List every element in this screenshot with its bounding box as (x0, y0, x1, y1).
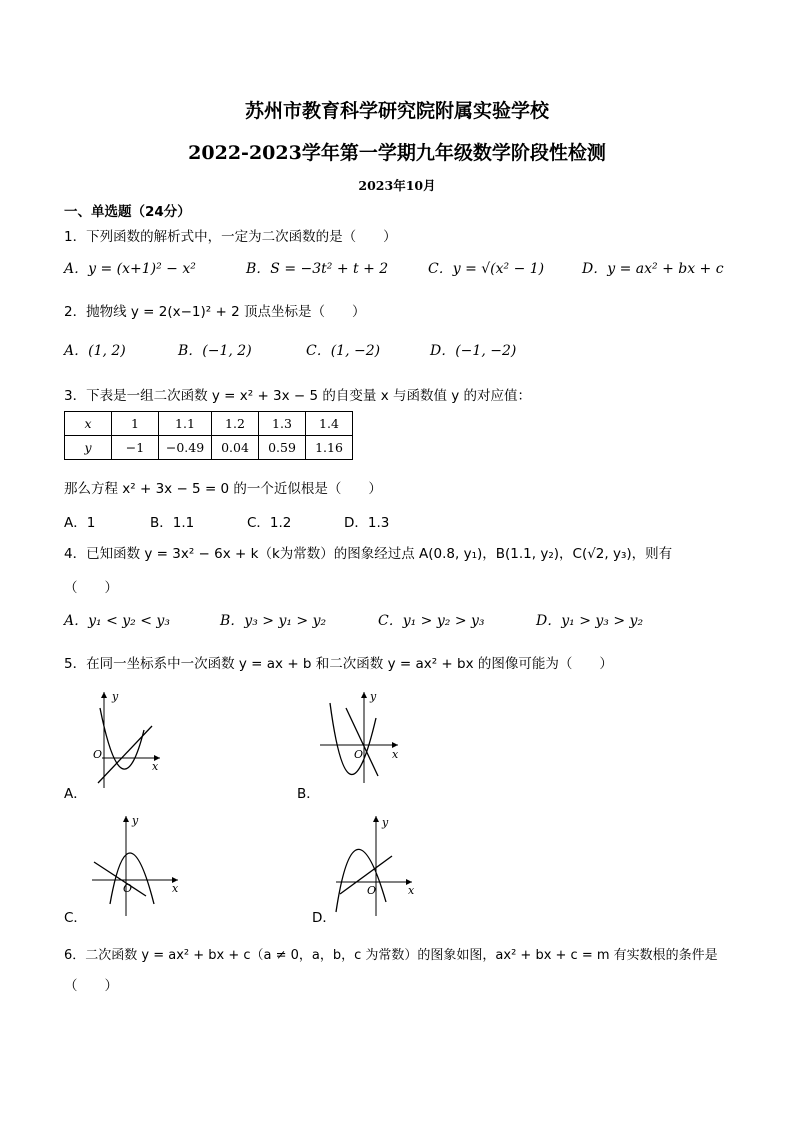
y-arrow (361, 692, 367, 698)
question-5-stem: 5．在同一坐标系中一次函数 y = ax + b 和二次函数 y = ax² + bx 的图像可能为（ ） (64, 656, 613, 672)
question-2-option-d: D．(−1, −2) (430, 343, 517, 359)
question-3-stem: 3．下表是一组二次函数 y = x² + 3x − 5 的自变量 x 与函数值 y 的对应值： (64, 388, 532, 404)
question-3-option-c: C．1.2 (247, 515, 292, 531)
x-label: x (152, 760, 159, 773)
graph-a (82, 688, 172, 788)
y-arrow (123, 816, 129, 822)
table-row-x (65, 412, 353, 436)
parabola (330, 703, 376, 774)
question-1-option-b: B．S = −3t² + t + 2 (246, 261, 389, 277)
table-cell: 0.04 (212, 436, 259, 460)
section-title: 一、单选题（24分） (64, 204, 191, 220)
question-4-option-d: D．y₁ > y₃ > y₂ (536, 613, 644, 629)
question-2-option-c: C．(1, −2) (306, 343, 381, 359)
graph-d (332, 812, 432, 920)
graph-b (316, 688, 406, 788)
table-cell: 1.4 (306, 412, 353, 436)
origin-label: O (367, 884, 377, 897)
origin-label: O (93, 748, 103, 761)
question-6-stem-cont: （ ） (64, 978, 118, 994)
graph-d-label: D． (312, 910, 336, 926)
table-cell: −1 (112, 436, 159, 460)
table-cell: 1.16 (306, 436, 353, 460)
question-1-option-d: D．y = ax² + bx + c (582, 261, 724, 277)
value-table (64, 411, 353, 460)
table-cell: 1.2 (212, 412, 259, 436)
table-cell: 0.59 (259, 436, 306, 460)
x-label: x (172, 882, 179, 895)
y-label: y (382, 816, 389, 829)
table-cell: 1.1 (159, 412, 212, 436)
graph-a-label: A． (64, 786, 87, 802)
table-cell: −0.49 (159, 436, 212, 460)
table-cell: 1 (112, 412, 159, 436)
question-2-stem: 2．抛物线 y = 2(x−1)² + 2 顶点坐标是（ ） (64, 304, 366, 320)
exam-date: 2023年10月 (358, 178, 436, 193)
parabola (100, 708, 144, 769)
line (346, 708, 378, 776)
graph-c (88, 812, 188, 920)
parabola (336, 849, 386, 912)
origin-label: O (354, 748, 364, 761)
y-arrow (101, 692, 107, 698)
question-4-option-c: C．y₁ > y₂ > y₃ (378, 613, 485, 629)
school-name: 苏州市教育科学研究院附属实验学校 (244, 100, 549, 122)
table-row-y (65, 436, 353, 460)
question-6-stem: 6．二次函数 y = ax² + bx + c（a ≠ 0，a，b，c 为常数）的图象如图，ax² + bx + c = m 有实数根的条件是 (64, 948, 718, 963)
question-1-option-a: A．y = (x+1)² − x² (64, 261, 196, 277)
question-4-option-b: B．y₃ > y₁ > y₂ (220, 613, 327, 629)
y-label: y (112, 690, 119, 703)
question-3-option-a: A．1 (64, 515, 96, 531)
origin-label: O (123, 882, 133, 895)
question-1-stem: 1．下列函数的解析式中，一定为二次函数的是（ ） (64, 229, 397, 245)
graph-c-label: C． (64, 910, 87, 926)
question-3-option-d: D．1.3 (344, 515, 390, 531)
graph-b-label: B． (297, 786, 320, 802)
y-label: y (370, 690, 377, 703)
table-cell: y (65, 436, 112, 460)
table-cell: 1.3 (259, 412, 306, 436)
question-2-option-a: A．(1, 2) (64, 343, 126, 359)
y-label: y (132, 814, 139, 827)
question-4-option-a: A．y₁ < y₂ < y₃ (64, 613, 170, 629)
question-3-follow: 那么方程 x² + 3x − 5 = 0 的一个近似根是（ ） (64, 481, 382, 497)
question-2-option-b: B．(−1, 2) (178, 343, 252, 359)
x-label: x (408, 884, 415, 897)
x-label: x (392, 748, 399, 761)
table-cell: x (65, 412, 112, 436)
y-arrow (373, 816, 379, 822)
question-4-stem: 4．已知函数 y = 3x² − 6x + k（k为常数）的图象经过点 A(0.8, y₁)，B(1.1, y₂)，C(√2, y₃)，则有 (64, 546, 673, 562)
line (94, 862, 146, 896)
question-4-stem-cont: （ ） (64, 580, 118, 596)
exam-title: 2022-2023学年第一学期九年级数学阶段性检测 (188, 142, 606, 164)
question-1-option-c: C．y = √(x² − 1) (428, 261, 545, 277)
parabola (110, 853, 154, 904)
question-3-option-b: B．1.1 (150, 515, 195, 531)
